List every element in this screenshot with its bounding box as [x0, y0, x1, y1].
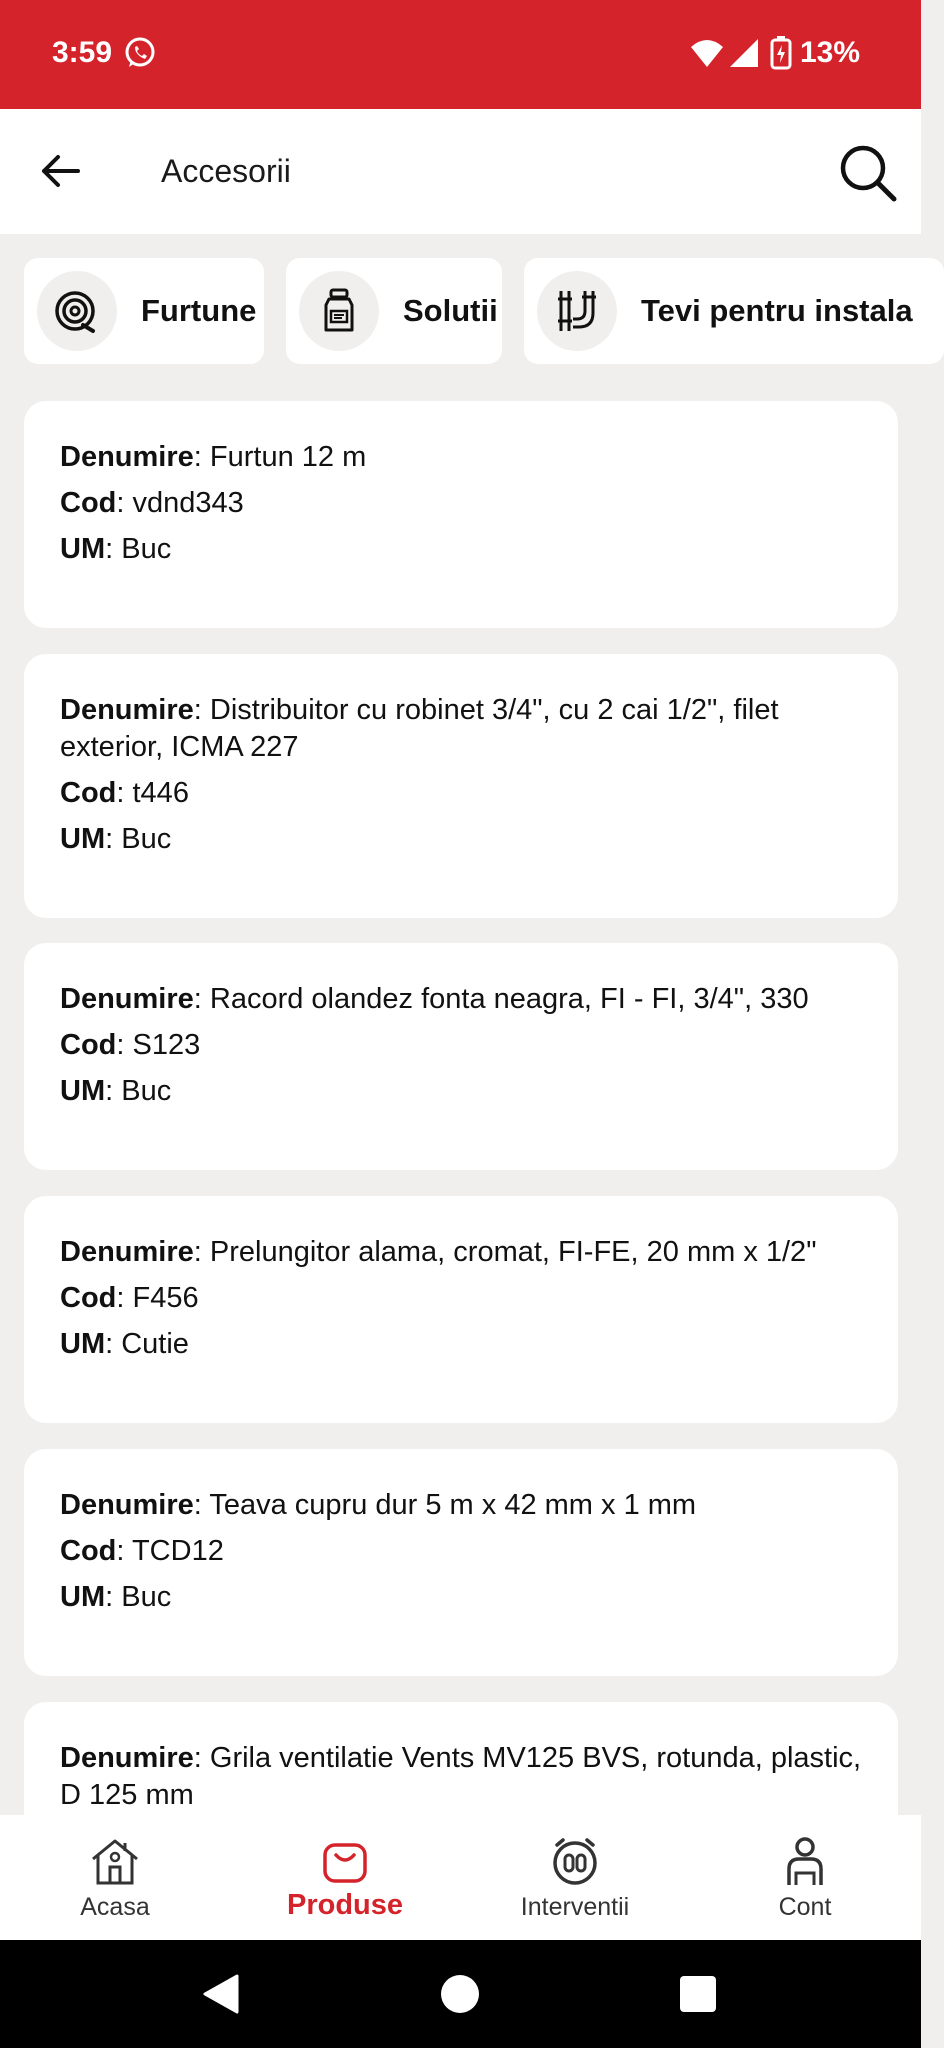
product-unit: UM: Buc	[60, 533, 172, 565]
category-label: Tevi pentru instala	[641, 293, 913, 328]
nav-label: Produse	[286, 1889, 404, 1921]
back-triangle-icon[interactable]	[197, 1970, 245, 2018]
product-card[interactable]	[24, 1449, 898, 1676]
bottle-icon	[299, 271, 379, 351]
category-chips	[24, 258, 913, 364]
search-icon[interactable]	[838, 143, 898, 203]
product-card[interactable]	[24, 654, 898, 918]
pipes-icon	[537, 271, 617, 351]
category-label: Furtune	[141, 293, 257, 328]
category-chip-furtune[interactable]	[24, 258, 264, 364]
battery-percent: 13%	[800, 36, 861, 69]
product-code: Cod: S123	[60, 1029, 201, 1061]
product-code: Cod: F456	[60, 1282, 199, 1314]
product-name: Denumire: Grila ventilatie Vents MV125 BVS, rotunda, plastic, D 125 mm	[60, 1742, 862, 1811]
home-icon	[87, 1833, 143, 1889]
product-card[interactable]	[24, 401, 898, 628]
nav-label: Cont	[778, 1893, 832, 1921]
category-chip-tevi[interactable]	[524, 258, 944, 364]
product-card[interactable]	[24, 1196, 898, 1423]
product-code: Cod: vdnd343	[60, 487, 244, 519]
product-unit: UM: Buc	[60, 1075, 172, 1107]
whatsapp-icon	[123, 36, 157, 70]
page-title: Accesorii	[161, 153, 291, 189]
system-navigation-bar	[0, 1940, 921, 2048]
battery-icon	[770, 36, 792, 70]
signal-icon	[729, 38, 759, 68]
nav-label: Interventii	[520, 1893, 630, 1921]
user-icon	[777, 1833, 833, 1889]
product-name: Denumire: Racord olandez fonta neagra, FI - FI, 3/4", 330	[60, 983, 809, 1015]
category-chip-solutii[interactable]	[286, 258, 502, 364]
status-time: 3:59	[52, 36, 113, 69]
product-name: Denumire: Distribuitor cu robinet 3/4", cu 2 cai 1/2", filet exterior, ICMA 227	[60, 694, 779, 763]
product-code: Cod: t446	[60, 777, 189, 809]
product-code: Cod: TCD12	[60, 1535, 224, 1567]
product-name: Denumire: Prelungitor alama, cromat, FI-FE, 20 mm x 1/2"	[60, 1236, 817, 1268]
timer-icon	[547, 1833, 603, 1889]
product-unit: UM: Buc	[60, 823, 172, 855]
app-bar	[0, 109, 921, 234]
nav-item-interventii[interactable]	[475, 1833, 675, 1933]
nav-item-produse[interactable]	[245, 1833, 445, 1933]
status-bar	[0, 0, 921, 109]
recents-square-icon[interactable]	[674, 1970, 722, 2018]
product-unit: UM: Cutie	[60, 1328, 189, 1360]
product-unit: UM: Buc	[60, 1581, 172, 1613]
product-card[interactable]	[24, 943, 898, 1170]
nav-label: Acasa	[80, 1893, 150, 1921]
category-label: Solutii	[403, 293, 498, 328]
product-name: Denumire: Teava cupru dur 5 m x 42 mm x 1 mm	[60, 1489, 697, 1521]
home-circle-icon[interactable]	[436, 1970, 484, 2018]
wifi-icon	[690, 38, 724, 68]
bag-icon	[317, 1833, 373, 1889]
bottom-navigation	[0, 1815, 921, 1940]
nav-item-acasa[interactable]	[15, 1833, 215, 1933]
back-arrow-icon[interactable]	[38, 149, 82, 193]
product-name: Denumire: Furtun 12 m	[60, 441, 367, 473]
hose-icon	[37, 271, 117, 351]
nav-item-cont[interactable]	[705, 1833, 905, 1933]
product-list	[24, 401, 898, 1811]
